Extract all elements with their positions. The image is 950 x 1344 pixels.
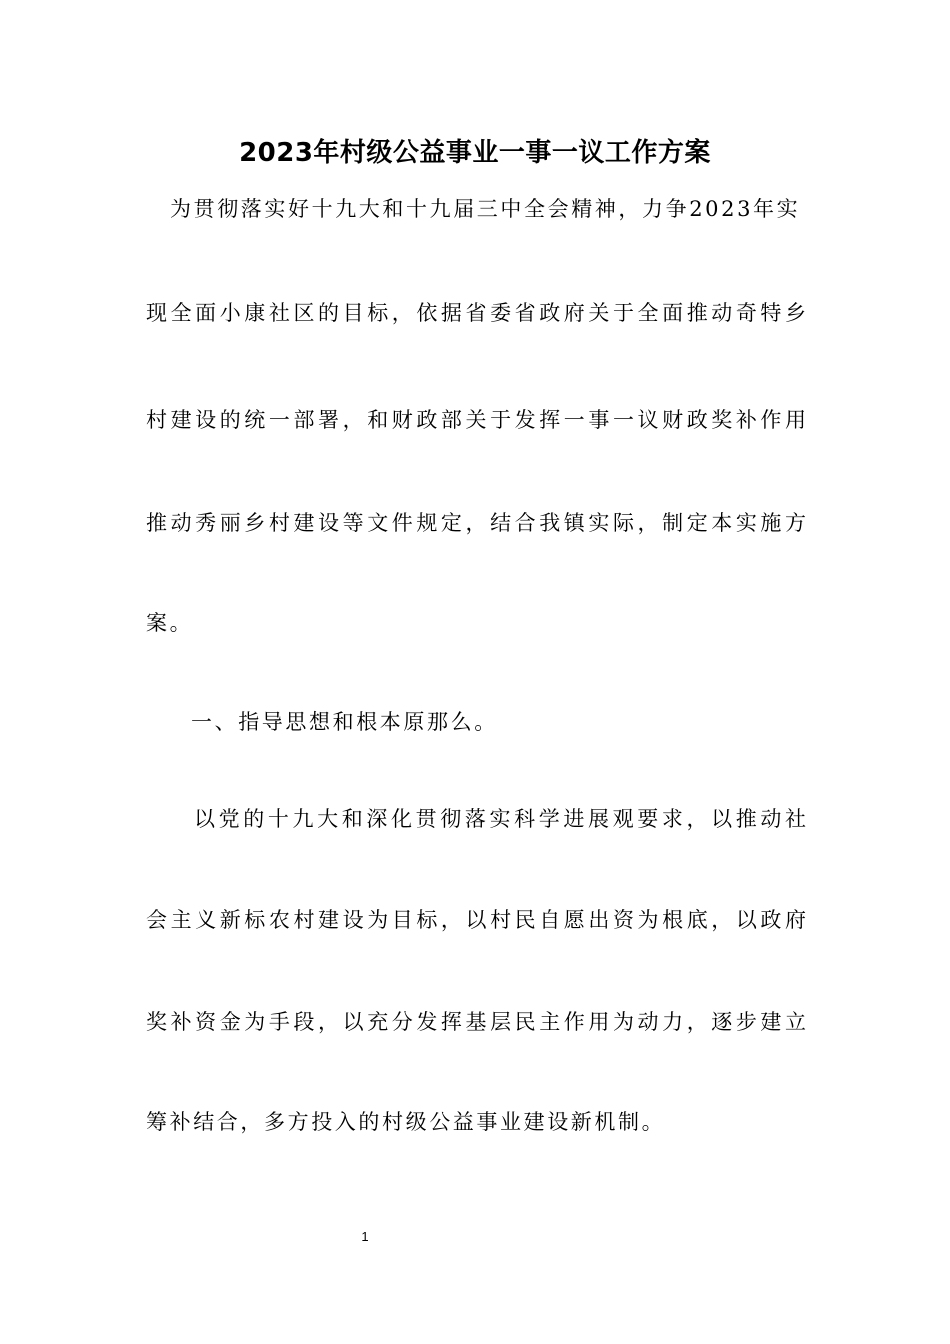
paragraph-2-line-2: 会主义新标农村建设为目标，以村民自愿出资为根底，以政府 <box>146 908 806 932</box>
paragraph-1-line-3: 村建设的统一部署，和财政部关于发挥一事一议财政奖补作用 <box>146 408 806 432</box>
document-title: 2023年村级公益事业一事一议工作方案 <box>239 138 711 168</box>
paragraph-1-line-2: 现全面小康社区的目标，依据省委省政府关于全面推动奇特乡 <box>146 301 806 325</box>
paragraph-1-line-1: 为贯彻落实好十九大和十九届三中全会精神，力争2023年实 <box>170 197 801 221</box>
paragraph-2-line-3: 奖补资金为手段，以充分发挥基层民主作用为动力，逐步建立 <box>146 1010 806 1034</box>
paragraph-2-line-4: 筹补结合，多方投入的村级公益事业建设新机制。 <box>146 1110 666 1134</box>
paragraph-1-line-4: 推动秀丽乡村建设等文件规定，结合我镇实际，制定本实施方 <box>146 511 806 535</box>
page-number: 1 <box>361 1229 369 1244</box>
paragraph-2-line-1: 以党的十九大和深化贯彻落实科学进展观要求，以推动社 <box>194 807 806 831</box>
paragraph-1-line-5: 案。 <box>146 611 194 635</box>
section-1-heading: 一、指导思想和根本原那么。 <box>191 710 498 734</box>
